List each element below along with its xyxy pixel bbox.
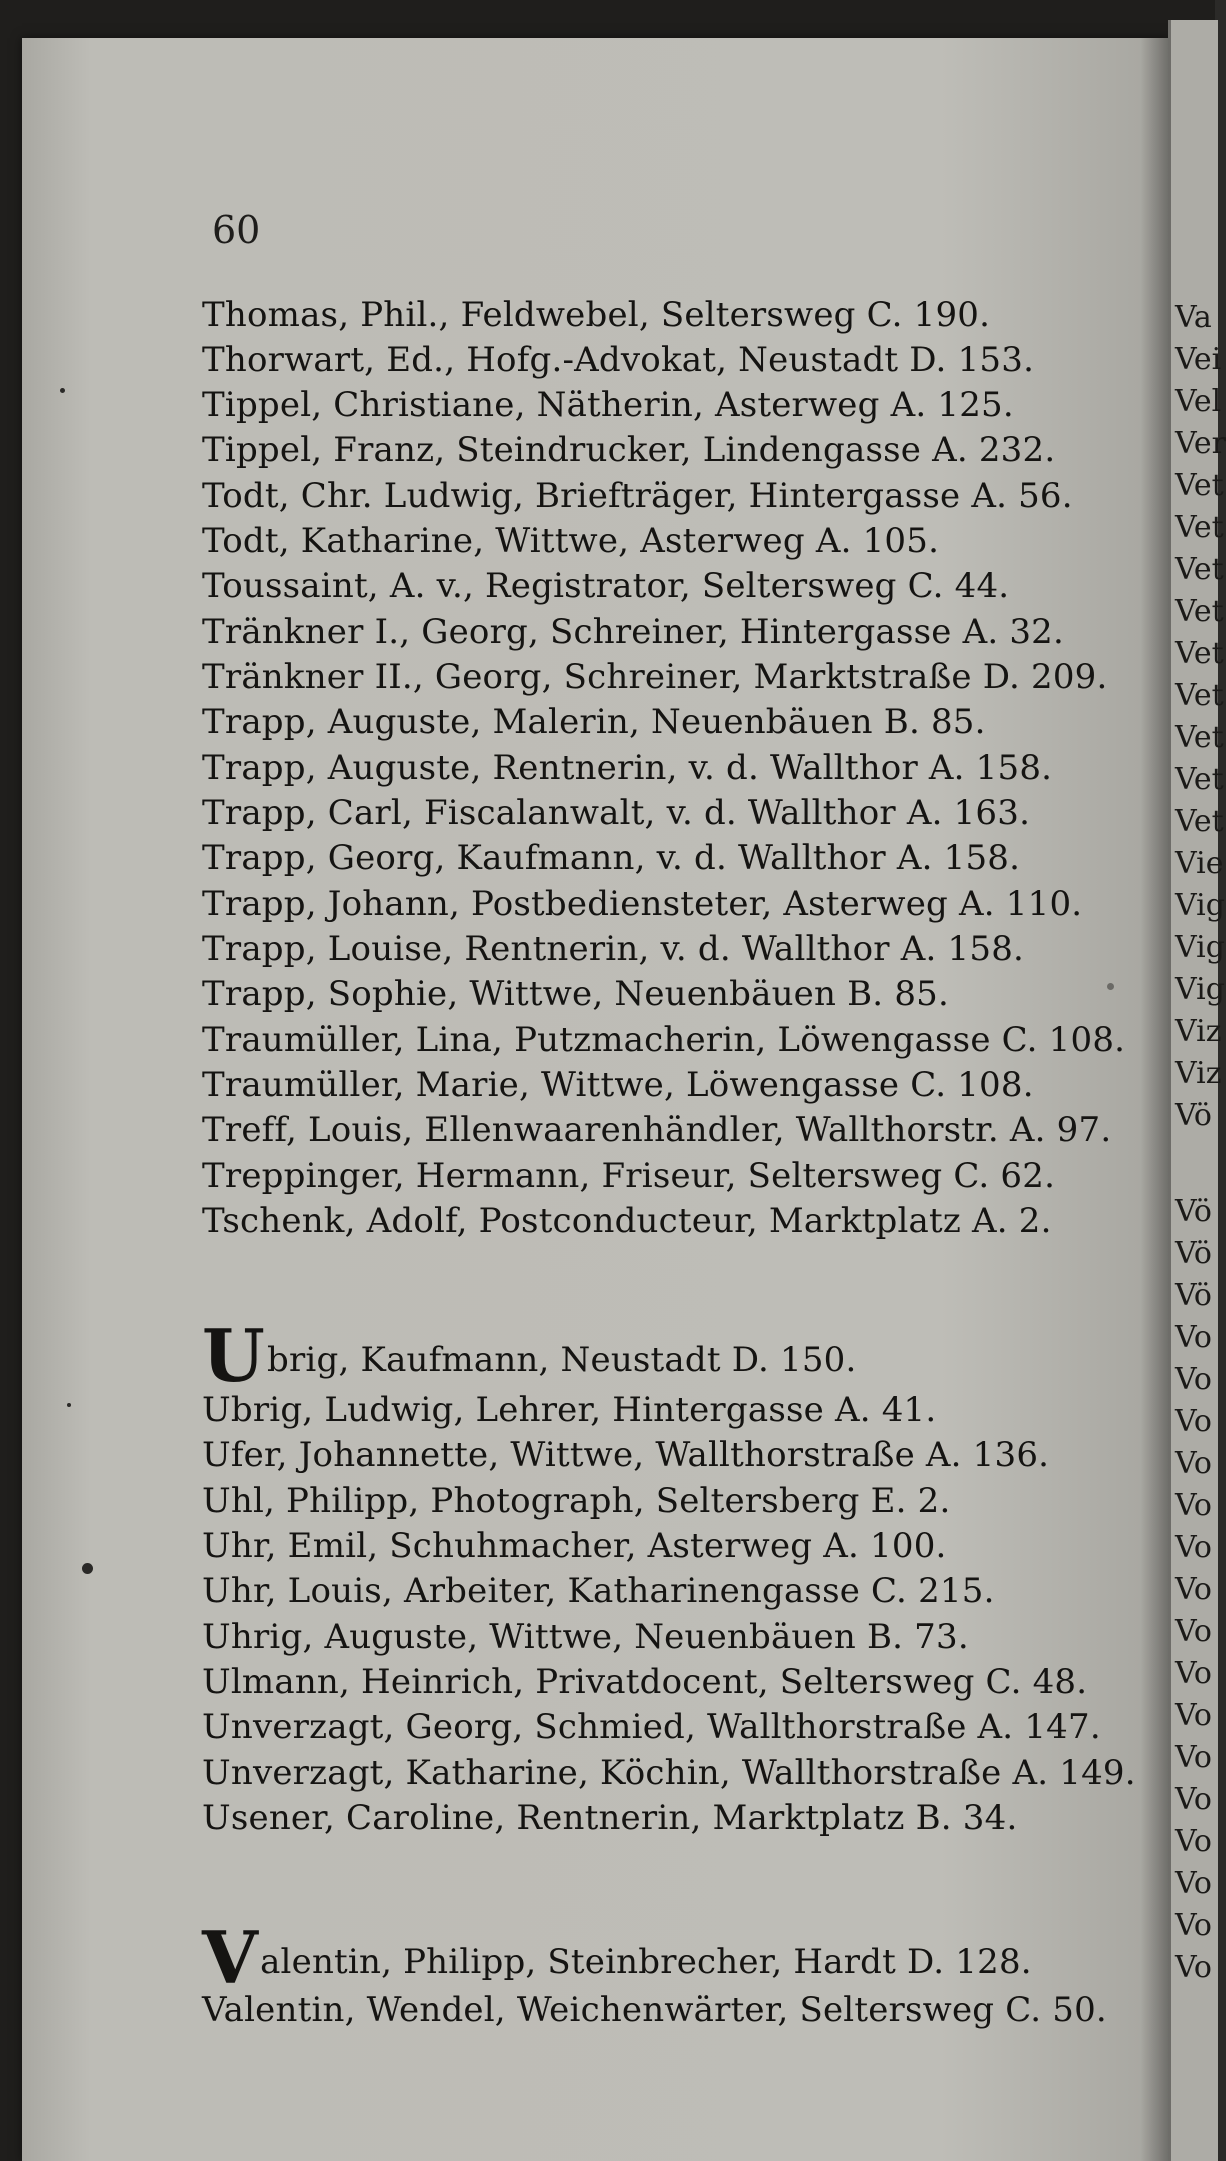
entry-t-7: Tränkner I., Georg, Schreiner, Hintergasse A. 32.	[202, 612, 1065, 652]
facing-page-edge	[1168, 20, 1226, 2161]
gutter-shadow	[1140, 38, 1170, 2161]
facing-page-fragment: Vö	[1175, 1278, 1212, 1313]
facing-page-fragment: Vei	[1175, 342, 1222, 377]
ink-speck	[82, 1563, 93, 1574]
facing-page-fragment: Vig	[1175, 972, 1225, 1007]
facing-page-fragment: Vet	[1175, 594, 1224, 629]
facing-page-fragment: Vö	[1175, 1098, 1212, 1133]
entry-t-19: Treppinger, Hermann, Friseur, Seltersweg C. 62.	[202, 1156, 1056, 1196]
entry-u-7: Unverzagt, Georg, Schmied, Wallthorstraße A. 147.	[202, 1707, 1101, 1747]
section-initial-v: V	[202, 1915, 259, 2000]
entry-u-first	[202, 1313, 857, 1398]
facing-page-fragment: Vet	[1175, 678, 1224, 713]
facing-page-fragment: Vet	[1175, 552, 1224, 587]
entry-u-6: Ulmann, Heinrich, Privatdocent, Seltersweg C. 48.	[202, 1662, 1088, 1702]
directory-page	[22, 38, 1170, 2161]
facing-page-fragment: Vet	[1175, 804, 1224, 839]
entry-t-2: Tippel, Christiane, Nätherin, Asterweg A. 125.	[202, 385, 1014, 425]
facing-page-fragment: Vo	[1175, 1656, 1212, 1691]
entry-t-10: Trapp, Auguste, Rentnerin, v. d. Wallthor A. 158.	[202, 748, 1053, 788]
entry-u-3: Uhr, Emil, Schuhmacher, Asterweg A. 100.	[202, 1526, 947, 1566]
facing-page-fragment: Vo	[1175, 1908, 1212, 1943]
facing-page-fragment: Vo	[1175, 1362, 1212, 1397]
entry-t-5: Todt, Katharine, Wittwe, Asterweg A. 105.	[202, 521, 940, 561]
entry-t-13: Trapp, Johann, Postbediensteter, Asterweg A. 110.	[202, 884, 1083, 924]
facing-page-fragment: Vie	[1175, 846, 1224, 881]
entry-t-4: Todt, Chr. Ludwig, Briefträger, Hintergasse A. 56.	[202, 476, 1073, 516]
ink-speck	[60, 388, 65, 393]
entry-t-18: Treff, Louis, Ellenwaarenhändler, Wallthorstr. A. 97.	[202, 1110, 1112, 1150]
entry-t-14: Trapp, Louise, Rentnerin, v. d. Wallthor A. 158.	[202, 929, 1025, 969]
facing-page-fragment: Vo	[1175, 1446, 1212, 1481]
entry-u-9: Usener, Caroline, Rentnerin, Marktplatz B. 34.	[202, 1798, 1018, 1838]
entry-t-6: Toussaint, A. v., Registrator, Seltersweg C. 44.	[202, 566, 1010, 606]
facing-page-fragment: Vo	[1175, 1824, 1212, 1859]
entry-t-16: Traumüller, Lina, Putzmacherin, Löwengasse C. 108.	[202, 1020, 1126, 1060]
facing-page-fragment: Vo	[1175, 1404, 1212, 1439]
entry-t-8: Tränkner II., Georg, Schreiner, Marktstraße D. 209.	[202, 657, 1108, 697]
entry-u-first-rest: brig, Kaufmann, Neustadt D. 150.	[267, 1340, 857, 1380]
facing-page-fragment: Vö	[1175, 1194, 1212, 1229]
entry-t-17: Traumüller, Marie, Wittwe, Löwengasse C. 108.	[202, 1065, 1034, 1105]
facing-page-fragment: Vo	[1175, 1488, 1212, 1523]
facing-page-fragment: Vö	[1175, 1236, 1212, 1271]
facing-page-fragment: Vet	[1175, 468, 1224, 503]
entry-t-0: Thomas, Phil., Feldwebel, Seltersweg C. 190.	[202, 295, 991, 335]
entry-u-4: Uhr, Louis, Arbeiter, Katharinengasse C. 215.	[202, 1571, 995, 1611]
facing-page-fragment: Vig	[1175, 888, 1225, 923]
entry-v-first-rest: alentin, Philipp, Steinbrecher, Hardt D. 128.	[260, 1942, 1032, 1982]
entry-u-0: Ubrig, Ludwig, Lehrer, Hintergasse A. 41.	[202, 1390, 937, 1430]
entry-t-15: Trapp, Sophie, Wittwe, Neuenbäuen B. 85.	[202, 974, 949, 1014]
facing-page-fragment: Vo	[1175, 1698, 1212, 1733]
ink-speck	[1107, 983, 1114, 990]
facing-page-fragment: Vet	[1175, 762, 1224, 797]
facing-page-fragment: Vo	[1175, 1866, 1212, 1901]
facing-page-fragment: Vig	[1175, 930, 1225, 965]
facing-page-fragment: Vet	[1175, 510, 1224, 545]
page-number: 60	[212, 208, 261, 252]
entry-v-first	[202, 1915, 1032, 2000]
facing-page-fragment: Ver	[1175, 426, 1226, 461]
facing-page-fragment: Vo	[1175, 1740, 1212, 1775]
facing-page-fragment: Vet	[1175, 720, 1224, 755]
entry-v-0: Valentin, Wendel, Weichenwärter, Seltersweg C. 50.	[202, 1990, 1107, 2030]
facing-page-fragment: Viz	[1175, 1056, 1222, 1091]
entry-u-5: Uhrig, Auguste, Wittwe, Neuenbäuen B. 73.	[202, 1617, 969, 1657]
facing-page-fragment: Vet	[1175, 636, 1224, 671]
entry-u-1: Ufer, Johannette, Wittwe, Wallthorstraße A. 136.	[202, 1435, 1050, 1475]
facing-page-fragment: Vo	[1175, 1320, 1212, 1355]
entry-t-1: Thorwart, Ed., Hofg.-Advokat, Neustadt D. 153.	[202, 340, 1035, 380]
entry-t-12: Trapp, Georg, Kaufmann, v. d. Wallthor A. 158.	[202, 838, 1021, 878]
facing-page-fragment: Va	[1175, 300, 1212, 335]
entry-u-8: Unverzagt, Katharine, Köchin, Wallthorstraße A. 149.	[202, 1753, 1136, 1793]
entry-t-11: Trapp, Carl, Fiscalanwalt, v. d. Wallthor A. 163.	[202, 793, 1031, 833]
entry-u-2: Uhl, Philipp, Photograph, Seltersberg E. 2.	[202, 1481, 951, 1521]
ink-speck	[67, 1403, 71, 1407]
facing-page-fragment: Vo	[1175, 1572, 1212, 1607]
entry-t-9: Trapp, Auguste, Malerin, Neuenbäuen B. 85.	[202, 702, 986, 742]
section-initial-u: U	[202, 1313, 265, 1398]
entry-t-20: Tschenk, Adolf, Postconducteur, Marktplatz A. 2.	[202, 1201, 1052, 1241]
entry-t-3: Tippel, Franz, Steindrucker, Lindengasse A. 232.	[202, 430, 1056, 470]
facing-page-fragment: Vel	[1175, 384, 1222, 419]
facing-page-fragment: Vo	[1175, 1614, 1212, 1649]
facing-page-fragment: Viz	[1175, 1014, 1222, 1049]
facing-page-fragment: Vo	[1175, 1950, 1212, 1985]
facing-page-fragment: Vo	[1175, 1530, 1212, 1565]
facing-page-fragment: Vo	[1175, 1782, 1212, 1817]
